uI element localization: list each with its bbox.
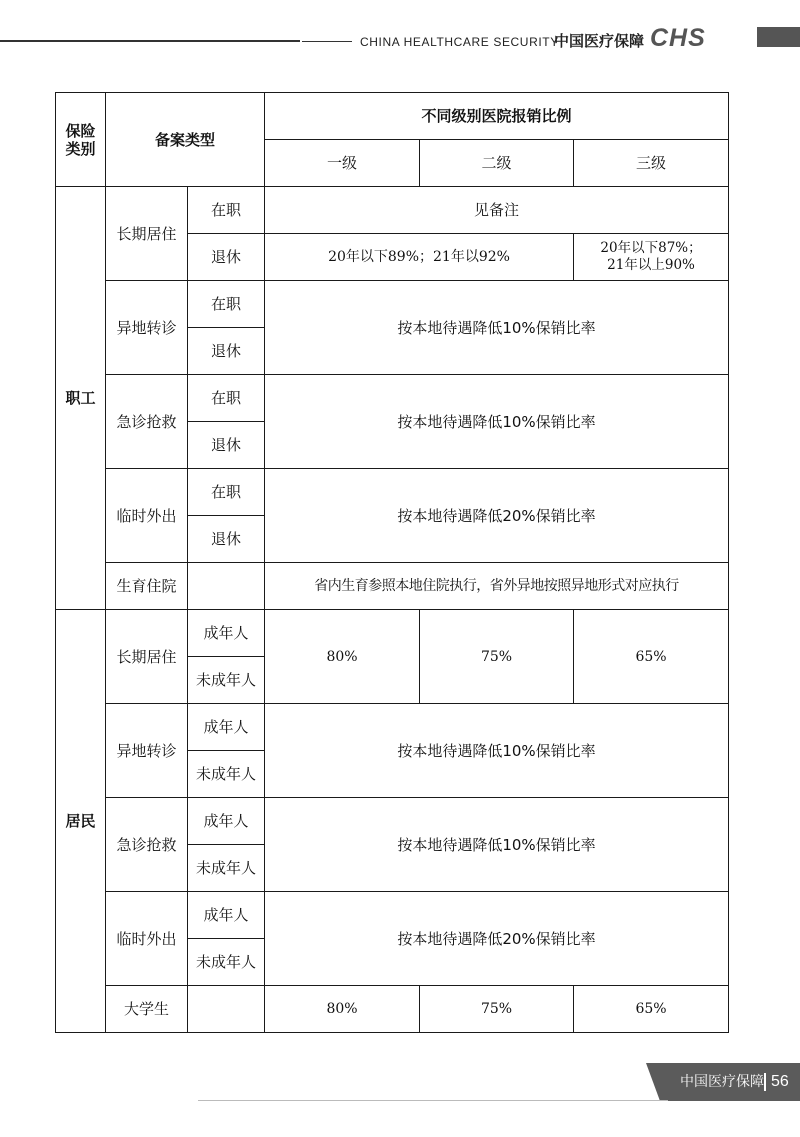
resident-temporary-adult: 成年人	[188, 892, 265, 939]
employee-long-term-retired-l3-text: 20年以下87%； 21年以上90%	[600, 240, 702, 273]
employee-maternity-label: 生育住院	[106, 563, 188, 610]
resident-temporary-label: 临时外出	[106, 892, 188, 986]
header-english-title: CHINA HEALTHCARE SECURITY	[360, 35, 559, 49]
chs-logo-icon	[650, 26, 722, 48]
resident-long-term-minor: 未成年人	[188, 657, 265, 704]
reimbursement-table-wrapper	[55, 92, 728, 1033]
header-insurance-category	[56, 93, 106, 187]
header-rule	[0, 40, 300, 42]
page-number: 56	[771, 1073, 789, 1090]
resident-transfer-adult: 成年人	[188, 704, 265, 751]
employee-maternity-value: 省内生育参照本地住院执行，省外异地按照异地形式对应执行	[265, 563, 729, 610]
footer-rule	[198, 1100, 668, 1101]
employee-transfer-label: 异地转诊	[106, 281, 188, 375]
header-filing-type: 备案类型	[106, 93, 265, 187]
resident-student-empty	[188, 986, 265, 1033]
header-insurance-category-text: 保险 类别	[65, 121, 96, 158]
employee-transfer-value: 按本地待遇降低10%保销比率	[265, 281, 729, 375]
resident-transfer-value: 按本地待遇降低10%保销比率	[265, 704, 729, 798]
resident-temporary-minor: 未成年人	[188, 939, 265, 986]
resident-long-term-l3: 65%	[574, 610, 729, 704]
header-ratio-title: 不同级别医院报销比例	[265, 93, 729, 140]
employee-temporary-value: 按本地待遇降低20%保销比率	[265, 469, 729, 563]
resident-long-term-l1: 80%	[265, 610, 420, 704]
header-level-1: 一级	[265, 140, 420, 187]
footer-separator	[764, 1073, 766, 1091]
header-rule-short	[302, 41, 352, 42]
employee-transfer-working: 在职	[188, 281, 265, 328]
header-level-3: 三级	[574, 140, 729, 187]
resident-emergency-adult: 成年人	[188, 798, 265, 845]
employee-long-term-working-note: 见备注	[265, 187, 729, 234]
resident-emergency-label: 急诊抢救	[106, 798, 188, 892]
employee-emergency-value: 按本地待遇降低10%保销比率	[265, 375, 729, 469]
employee-emergency-label: 急诊抢救	[106, 375, 188, 469]
resident-long-term-l2: 75%	[420, 610, 574, 704]
logo-text: CHS	[650, 26, 706, 48]
employee-maternity-empty	[188, 563, 265, 610]
employee-temporary-retired: 退休	[188, 516, 265, 563]
employee-transfer-retired: 退休	[188, 328, 265, 375]
resident-student-l1: 80%	[265, 986, 420, 1033]
employee-long-term-label: 长期居住	[106, 187, 188, 281]
reimbursement-table	[55, 92, 729, 1033]
resident-temporary-value: 按本地待遇降低20%保销比率	[265, 892, 729, 986]
header-level-2: 二级	[420, 140, 574, 187]
employee-emergency-working: 在职	[188, 375, 265, 422]
employee-emergency-retired: 退休	[188, 422, 265, 469]
resident-student-l2: 75%	[420, 986, 574, 1033]
header-corner-block	[757, 27, 800, 47]
category-employee: 职工	[56, 187, 106, 610]
footer-chinese-title: 中国医疗保障	[680, 1074, 764, 1090]
resident-student-l3: 65%	[574, 986, 729, 1033]
category-resident: 居民	[56, 610, 106, 1033]
header-chinese-title: 中国医疗保障	[554, 32, 645, 50]
resident-transfer-minor: 未成年人	[188, 751, 265, 798]
resident-long-term-adult: 成年人	[188, 610, 265, 657]
employee-long-term-working: 在职	[188, 187, 265, 234]
employee-temporary-label: 临时外出	[106, 469, 188, 563]
resident-transfer-label: 异地转诊	[106, 704, 188, 798]
employee-long-term-retired-l1-l2: 20年以下89%；21年以92%	[265, 234, 574, 281]
resident-emergency-minor: 未成年人	[188, 845, 265, 892]
resident-emergency-value: 按本地待遇降低10%保销比率	[265, 798, 729, 892]
employee-long-term-retired: 退休	[188, 234, 265, 281]
resident-student-label: 大学生	[106, 986, 188, 1033]
employee-long-term-retired-l3	[574, 234, 729, 281]
resident-long-term-label: 长期居住	[106, 610, 188, 704]
employee-temporary-working: 在职	[188, 469, 265, 516]
